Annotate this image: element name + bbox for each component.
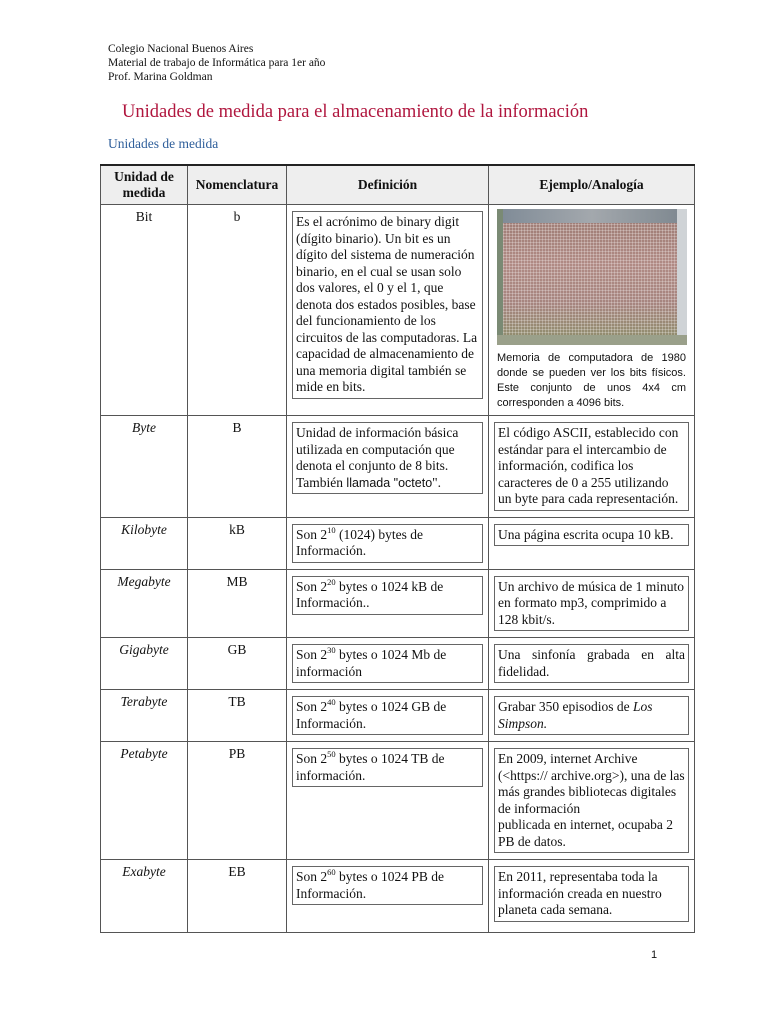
definition-cell — [287, 416, 489, 518]
memory-core-photo — [497, 209, 687, 345]
definition-text: Es el acrónimo de binary digit (dígito binario). Un bit es un dígito del sistema de numeración binario, en el cual se usan solo dos valores, el 0 y el 1, que denota dos estados posibles, base del funcionamiento de los circuitos de las computadoras. La capacidad de almacenamiento de una memoria digital también se mide en bits. — [296, 214, 478, 394]
definition-text: Son 2 — [296, 647, 328, 662]
example-box — [494, 524, 689, 547]
nomenclature-cell: MB — [188, 569, 287, 638]
example-box — [494, 696, 689, 735]
nomenclature-cell: PB — [188, 742, 287, 860]
definition-text-end: bytes o 1024 GB de Información. — [296, 699, 447, 731]
unit-cell: Kilobyte — [101, 517, 188, 569]
unit-cell: Exabyte — [101, 860, 188, 933]
example-box — [494, 866, 689, 922]
nomenclature-cell: EB — [188, 860, 287, 933]
table-row — [101, 860, 695, 933]
header-unit: Unidad de medida — [101, 165, 188, 205]
definition-cell — [287, 690, 489, 742]
definition-box — [292, 696, 483, 735]
units-table — [100, 164, 695, 933]
nomenclature-cell: TB — [188, 690, 287, 742]
example-box — [494, 422, 689, 511]
example-text: El código ASCII, establecido con estándar para el intercambio de información, codifica los caracteres de 0 a 255 utilizando un byte para cada representación. — [498, 425, 679, 506]
definition-text: Son 2 — [296, 578, 328, 594]
unit-cell: Terabyte — [101, 690, 188, 742]
definition-box — [292, 866, 483, 905]
section-subtitle: Unidades de medida — [108, 136, 219, 151]
definition-box — [292, 422, 483, 494]
table-row — [101, 742, 695, 860]
definition-box — [292, 576, 483, 615]
table-row — [101, 205, 695, 416]
table-row — [101, 416, 695, 518]
example-box — [494, 748, 689, 853]
exponent: 40 — [327, 697, 336, 707]
exponent: 30 — [327, 645, 336, 655]
definition-cell — [287, 860, 489, 933]
table-row — [101, 638, 695, 690]
example-text: Una página escrita ocupa 10 kB. — [498, 526, 674, 542]
table-row — [101, 690, 695, 742]
unit-cell: Bit — [101, 205, 188, 416]
nomenclature-cell: b — [188, 205, 287, 416]
example-italic: Los Simpson. — [498, 699, 653, 731]
unit-cell: Petabyte — [101, 742, 188, 860]
nomenclature-cell: GB — [188, 638, 287, 690]
teacher-name: Prof. Marina Goldman — [108, 71, 213, 83]
exponent: 50 — [327, 749, 336, 759]
example-box — [494, 644, 689, 683]
table-row — [101, 517, 695, 569]
definition-cell — [287, 638, 489, 690]
definition-cell — [287, 569, 489, 638]
example-cell — [489, 569, 695, 638]
example-text: Grabar 350 episodios de — [498, 699, 633, 714]
example-cell — [489, 742, 695, 860]
unit-cell: Megabyte — [101, 569, 188, 638]
definition-box — [292, 211, 483, 399]
exponent: 60 — [327, 867, 336, 877]
definition-text: Son 2 — [296, 526, 328, 542]
photo-caption: Memoria de computadora de 1980 donde se pueden ver los bits físicos. Este conjunto de unos 4x4 cm corresponden a 4096 bits. — [497, 352, 686, 409]
example-cell — [489, 690, 695, 742]
nomenclature-cell: B — [188, 416, 287, 518]
school-name: Colegio Nacional Buenos Aires — [108, 43, 254, 55]
example-cell — [489, 517, 695, 569]
example-cell — [489, 638, 695, 690]
definition-text: Son 2 — [296, 751, 328, 766]
definition-text: Unidad de información básica utilizada en computación que denota el conjunto de 8 bits. También — [296, 425, 459, 490]
example-text-continued: publicada en internet, ocupaba 2 PB de datos. — [498, 817, 674, 849]
header-definition: Definición — [287, 165, 489, 205]
exponent: 20 — [327, 576, 336, 587]
definition-cell — [287, 517, 489, 569]
exponent: 10 — [327, 524, 336, 535]
table-row — [101, 569, 695, 638]
definition-text-end: bytes o 1024 PB de Información. — [296, 869, 445, 901]
definition-text-end: bytes o 1024 Mb de información — [296, 647, 447, 679]
definition-text-end: (1024) bytes de Información. — [296, 526, 423, 558]
header-example: Ejemplo/Analogía — [489, 165, 695, 205]
header-nomenclature: Nomenclatura — [188, 165, 287, 205]
definition-box — [292, 748, 483, 787]
example-cell — [489, 416, 695, 518]
nomenclature-cell: kB — [188, 517, 287, 569]
course-material: Material de trabajo de Informática para 1er año — [108, 57, 326, 69]
example-cell — [489, 205, 695, 416]
example-text: En 2009, internet Archive (<https:// archive.org>), una de las más grandes bibliotecas digitales de información — [498, 751, 685, 816]
example-text: Un archivo de música de 1 minuto en formato mp3, comprimido a 128 kbit/s. — [498, 578, 684, 627]
document-header — [108, 42, 325, 84]
definition-text: Son 2 — [296, 869, 328, 884]
example-text: En 2011, representaba toda la información creada en nuestro planeta cada semana. — [498, 869, 662, 917]
table-header-row — [101, 165, 695, 205]
definition-cell — [287, 205, 489, 416]
example-cell — [489, 860, 695, 933]
definition-text-end: bytes o 1024 kB de Información.. — [296, 578, 444, 610]
definition-box — [292, 524, 483, 563]
definition-text-end: bytes o 1024 TB de información. — [296, 751, 445, 783]
definition-box — [292, 644, 483, 683]
definition-cell — [287, 742, 489, 860]
unit-cell: Byte — [101, 416, 188, 518]
definition-text: Son 2 — [296, 699, 328, 714]
page-number: 1 — [651, 949, 658, 961]
example-box — [494, 576, 689, 632]
unit-cell: Gigabyte — [101, 638, 188, 690]
definition-text-end: ". — [432, 474, 442, 490]
page-title: Unidades de medida para el almacenamiento de la información — [122, 102, 589, 122]
example-text: Una sinfonía grabada en alta fidelidad. — [498, 647, 685, 679]
definition-text-sans: llamada "octeto — [346, 475, 433, 490]
